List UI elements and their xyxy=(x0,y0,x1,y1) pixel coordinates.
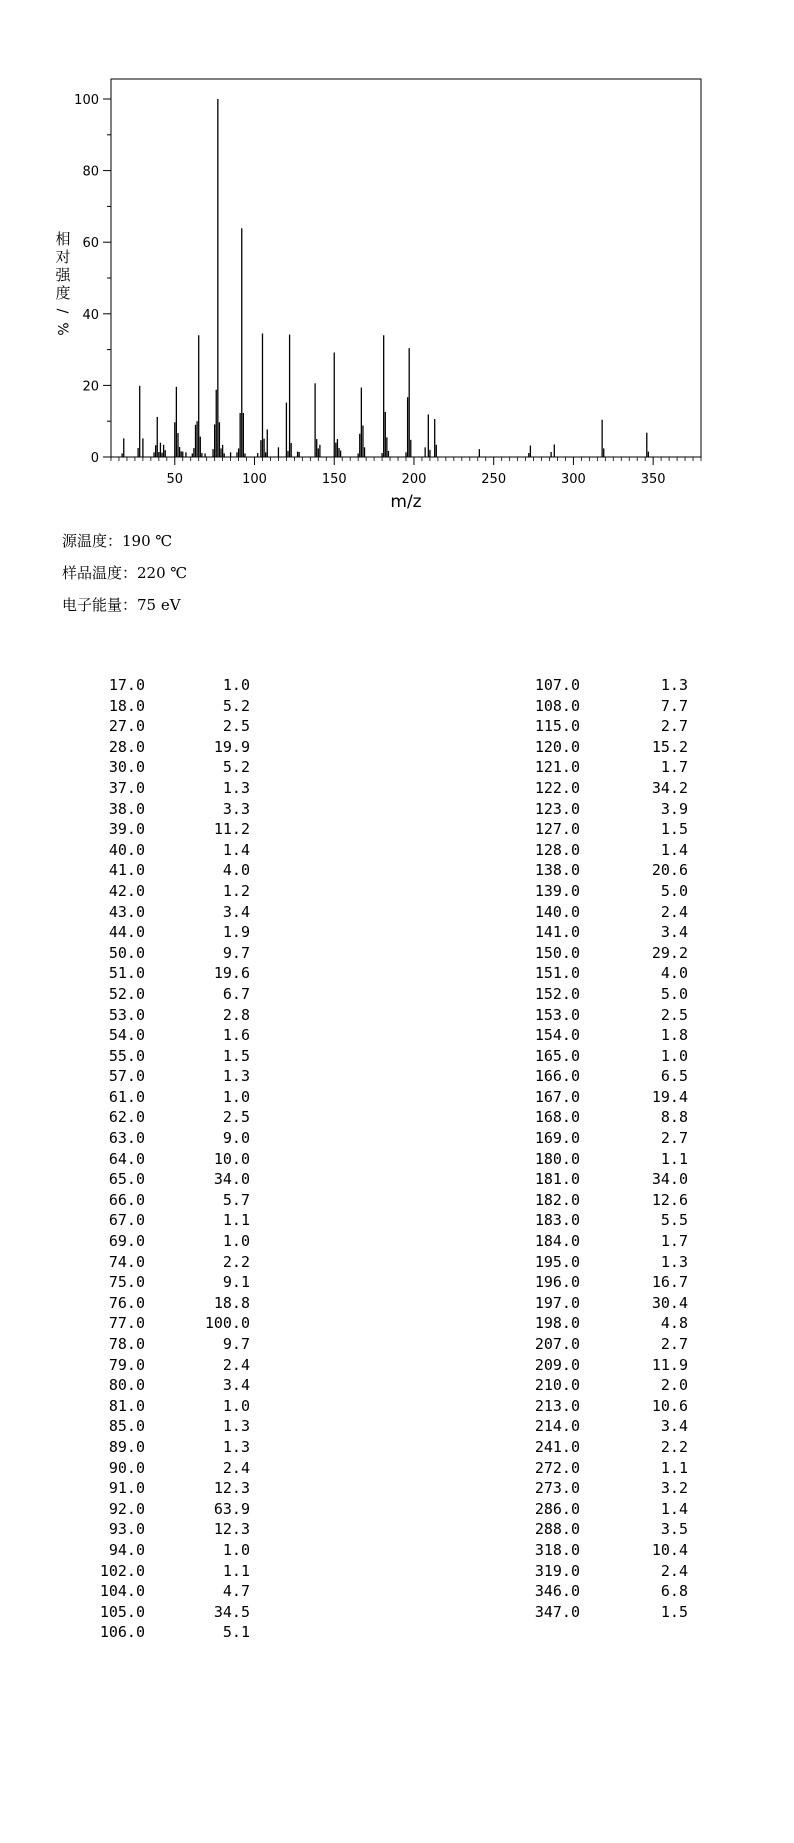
x-axis-ticks xyxy=(167,457,666,487)
peak-mz: 123.0 xyxy=(534,799,580,818)
peak-row xyxy=(0,1376,688,1397)
peak-abundance: 1.0 xyxy=(222,1087,250,1106)
peak-abundance: 5.0 xyxy=(660,881,688,900)
peak-row xyxy=(0,1520,688,1541)
peak-mz: 347.0 xyxy=(534,1602,580,1621)
sample-temperature: 样品温度：220 ℃ xyxy=(62,564,188,582)
peak-abundance: 2.4 xyxy=(660,902,688,921)
peak-mz: 62.0 xyxy=(108,1108,145,1127)
peak-mz: 69.0 xyxy=(108,1232,145,1251)
peak-row xyxy=(0,758,688,779)
peak-abundance: 4.0 xyxy=(660,964,688,983)
peak-row xyxy=(0,1417,688,1438)
peak-abundance: 1.6 xyxy=(222,1026,250,1045)
peak-mz: 102.0 xyxy=(99,1561,145,1580)
peak-abundance: 10.4 xyxy=(651,1540,688,1559)
peak-abundance: 1.3 xyxy=(660,676,688,694)
peak-mz: 138.0 xyxy=(534,861,580,880)
peak-abundance: 1.0 xyxy=(222,1232,250,1251)
peak-mz: 319.0 xyxy=(534,1561,580,1580)
peak-row xyxy=(0,717,688,738)
peak-row xyxy=(0,1335,688,1356)
peak-row xyxy=(0,1438,688,1459)
peak-row xyxy=(0,903,688,924)
peak-abundance: 3.2 xyxy=(660,1479,688,1498)
peak-abundance: 9.7 xyxy=(222,1335,250,1353)
peak-abundance: 5.7 xyxy=(222,1190,250,1209)
y-axis-ticks xyxy=(74,93,111,466)
peak-abundance: 10.0 xyxy=(213,1149,250,1168)
peak-abundance: 2.5 xyxy=(222,717,250,736)
y-axis-label-char: 度 xyxy=(55,284,71,302)
peak-row xyxy=(0,1232,688,1253)
peak-mz: 17.0 xyxy=(108,676,145,694)
y-tick-label: 100 xyxy=(74,93,99,108)
peak-abundance: 1.0 xyxy=(222,1540,250,1559)
peak-abundance: 6.8 xyxy=(660,1582,688,1601)
peak-abundance: 4.7 xyxy=(222,1582,250,1601)
peak-abundance: 11.9 xyxy=(651,1355,688,1374)
peak-mz: 94.0 xyxy=(108,1540,145,1559)
peak-abundance: 1.4 xyxy=(660,1499,688,1518)
peak-abundance: 3.4 xyxy=(660,923,688,942)
peak-row xyxy=(0,1108,688,1129)
peak-mz: 195.0 xyxy=(534,1252,580,1271)
peak-mz: 81.0 xyxy=(108,1396,145,1415)
y-tick-label: 60 xyxy=(82,236,99,252)
peak-abundance: 3.9 xyxy=(660,799,688,818)
peak-abundance: 16.7 xyxy=(651,1273,688,1292)
peak-row xyxy=(0,861,688,882)
peak-abundance: 3.4 xyxy=(222,1376,250,1395)
peak-row xyxy=(0,1067,688,1088)
peak-abundance: 1.4 xyxy=(660,840,688,859)
peak-mz: 128.0 xyxy=(534,840,580,859)
peak-abundance: 63.9 xyxy=(213,1499,250,1518)
peak-row xyxy=(0,1314,688,1335)
y-tick-label: 0 xyxy=(90,451,99,466)
peak-abundance: 5.0 xyxy=(660,984,688,1003)
peak-abundance: 2.4 xyxy=(222,1458,250,1477)
peak-abundance: 5.1 xyxy=(222,1623,250,1642)
peak-abundance: 8.8 xyxy=(660,1108,688,1127)
peak-mz: 127.0 xyxy=(534,820,580,839)
peak-mz: 54.0 xyxy=(108,1026,145,1045)
x-tick-label: 150 xyxy=(321,472,347,487)
peak-abundance: 1.3 xyxy=(222,778,250,797)
y-tick-label: 80 xyxy=(82,164,99,180)
peak-abundance: 9.1 xyxy=(222,1273,250,1292)
peak-mz: 61.0 xyxy=(108,1087,145,1106)
peak-mz: 213.0 xyxy=(534,1396,580,1415)
peak-abundance: 2.0 xyxy=(660,1376,688,1395)
peak-mz: 209.0 xyxy=(534,1355,580,1374)
plot-frame xyxy=(111,79,701,457)
peak-mz: 38.0 xyxy=(108,799,145,818)
peak-mz: 44.0 xyxy=(108,923,145,942)
peak-mz: 74.0 xyxy=(108,1252,145,1271)
peak-mz: 27.0 xyxy=(108,717,145,736)
peak-row xyxy=(0,1459,688,1480)
peak-mz: 43.0 xyxy=(108,902,145,921)
peak-mz: 139.0 xyxy=(534,881,580,900)
peak-abundance: 12.3 xyxy=(213,1520,250,1539)
spectrum-peaks xyxy=(122,99,648,457)
peak-mz: 53.0 xyxy=(108,1005,145,1024)
peak-row xyxy=(0,1026,688,1047)
y-tick-label: 20 xyxy=(82,379,99,395)
peak-row xyxy=(0,1500,688,1521)
peak-row xyxy=(0,738,688,759)
peak-mz: 286.0 xyxy=(534,1499,580,1518)
peak-abundance: 6.5 xyxy=(660,1067,688,1086)
peak-row xyxy=(0,1211,688,1232)
peak-abundance: 7.7 xyxy=(660,696,688,715)
peak-mz: 51.0 xyxy=(108,964,145,983)
peak-abundance: 11.2 xyxy=(213,820,250,839)
peak-mz: 197.0 xyxy=(534,1293,580,1312)
peak-row xyxy=(0,923,688,944)
peak-abundance: 9.7 xyxy=(222,943,250,962)
peak-mz: 52.0 xyxy=(108,984,145,1003)
peak-row xyxy=(0,1294,688,1315)
peak-mz: 122.0 xyxy=(534,778,580,797)
peak-mz: 346.0 xyxy=(534,1582,580,1601)
peak-row xyxy=(0,1356,688,1377)
peak-row xyxy=(0,1191,688,1212)
peak-abundance: 2.7 xyxy=(660,717,688,736)
peak-mz: 77.0 xyxy=(108,1314,145,1333)
peak-mz: 121.0 xyxy=(534,758,580,777)
peak-abundance: 1.3 xyxy=(222,1067,250,1086)
peak-row xyxy=(0,841,688,862)
peak-abundance: 34.0 xyxy=(213,1170,250,1189)
peak-mz: 166.0 xyxy=(534,1067,580,1086)
peak-mz: 89.0 xyxy=(108,1437,145,1456)
peak-mz: 196.0 xyxy=(534,1273,580,1292)
peak-mz: 67.0 xyxy=(108,1211,145,1230)
peak-mz: 115.0 xyxy=(534,717,580,736)
peak-abundance: 1.5 xyxy=(222,1046,250,1065)
peak-abundance: 1.5 xyxy=(660,1602,688,1621)
x-tick-label: 350 xyxy=(640,472,666,487)
peak-mz: 80.0 xyxy=(108,1376,145,1395)
peak-mz: 76.0 xyxy=(108,1293,145,1312)
peak-mz: 318.0 xyxy=(534,1540,580,1559)
peak-mz: 181.0 xyxy=(534,1170,580,1189)
peak-abundance: 1.0 xyxy=(660,1046,688,1065)
peak-mz: 207.0 xyxy=(534,1335,580,1353)
peak-abundance: 12.6 xyxy=(651,1190,688,1209)
peak-abundance: 4.0 xyxy=(222,861,250,880)
y-axis-label-char: 强 xyxy=(55,266,71,284)
peak-abundance: 1.7 xyxy=(660,1232,688,1251)
y-axis-label-char: % xyxy=(54,322,70,336)
peak-row xyxy=(0,1088,688,1109)
peak-abundance: 5.5 xyxy=(660,1211,688,1230)
peak-abundance: 1.4 xyxy=(222,840,250,859)
peak-abundance: 34.0 xyxy=(651,1170,688,1189)
peak-abundance: 1.3 xyxy=(660,1252,688,1271)
peak-abundance: 6.7 xyxy=(222,984,250,1003)
peak-row xyxy=(0,1479,688,1500)
peak-abundance: 18.8 xyxy=(213,1293,250,1312)
peak-mz: 37.0 xyxy=(108,778,145,797)
peak-abundance: 15.2 xyxy=(651,737,688,756)
source-temperature: 源温度：190 ℃ xyxy=(62,532,173,550)
peak-mz: 273.0 xyxy=(534,1479,580,1498)
peak-mz: 63.0 xyxy=(108,1129,145,1148)
peak-abundance: 1.0 xyxy=(222,1396,250,1415)
peak-row xyxy=(0,1253,688,1274)
peak-abundance: 2.5 xyxy=(660,1005,688,1024)
peak-mz: 18.0 xyxy=(108,696,145,715)
peak-row xyxy=(0,800,688,821)
peak-row xyxy=(0,1150,688,1171)
peak-abundance: 34.5 xyxy=(213,1602,250,1621)
peak-row xyxy=(0,1623,250,1644)
peak-abundance: 19.9 xyxy=(213,737,250,756)
x-tick-label: 100 xyxy=(242,472,267,487)
peak-row xyxy=(0,985,688,1006)
peak-mz: 150.0 xyxy=(534,943,580,962)
peak-mz: 50.0 xyxy=(108,943,145,962)
peak-mz: 64.0 xyxy=(108,1149,145,1168)
peak-abundance: 4.8 xyxy=(660,1314,688,1333)
x-tick-label: 200 xyxy=(401,472,427,487)
peak-mz: 184.0 xyxy=(534,1232,580,1251)
peak-abundance: 1.0 xyxy=(222,676,250,694)
peak-mz: 120.0 xyxy=(534,737,580,756)
peak-row xyxy=(0,1562,688,1583)
electron-energy: 电子能量：75 eV xyxy=(62,596,181,614)
peak-abundance: 30.4 xyxy=(651,1293,688,1312)
peak-abundance: 19.6 xyxy=(213,964,250,983)
peak-abundance: 10.6 xyxy=(651,1396,688,1415)
y-axis-label-char: / xyxy=(54,308,70,314)
peak-mz: 93.0 xyxy=(108,1520,145,1539)
peak-abundance: 9.0 xyxy=(222,1129,250,1148)
peak-row xyxy=(0,1273,688,1294)
peak-mz: 210.0 xyxy=(534,1376,580,1395)
x-tick-label: 50 xyxy=(166,472,184,487)
peak-abundance: 1.9 xyxy=(222,923,250,942)
peak-row xyxy=(0,697,688,718)
mass-spectrum-chart xyxy=(0,0,794,520)
peak-mz: 141.0 xyxy=(534,923,580,942)
peak-abundance: 5.2 xyxy=(222,696,250,715)
peak-abundance: 1.5 xyxy=(660,820,688,839)
peak-mz: 168.0 xyxy=(534,1108,580,1127)
peak-row xyxy=(0,1129,688,1150)
peak-abundance: 12.3 xyxy=(213,1479,250,1498)
peak-mz: 140.0 xyxy=(534,902,580,921)
peak-row xyxy=(0,676,688,697)
peak-abundance: 1.3 xyxy=(222,1437,250,1456)
peak-abundance: 1.7 xyxy=(660,758,688,777)
peak-abundance: 2.2 xyxy=(222,1252,250,1271)
peak-mz: 180.0 xyxy=(534,1149,580,1168)
peak-row xyxy=(0,1541,688,1562)
y-axis-label-char: 对 xyxy=(55,248,71,266)
peak-mz: 65.0 xyxy=(108,1170,145,1189)
peak-mz: 92.0 xyxy=(108,1499,145,1518)
peak-abundance: 2.7 xyxy=(660,1129,688,1148)
peak-abundance: 3.3 xyxy=(222,799,250,818)
peak-mz: 165.0 xyxy=(534,1046,580,1065)
peak-abundance: 1.3 xyxy=(222,1417,250,1436)
peak-mz: 108.0 xyxy=(534,696,580,715)
peak-mz: 107.0 xyxy=(534,676,580,694)
peak-mz: 151.0 xyxy=(534,964,580,983)
peak-mz: 154.0 xyxy=(534,1026,580,1045)
peak-row xyxy=(0,1582,688,1603)
peak-abundance: 20.6 xyxy=(651,861,688,880)
x-axis-label: m/z xyxy=(390,492,422,512)
peak-mz: 183.0 xyxy=(534,1211,580,1230)
y-axis-label-char: 相 xyxy=(55,230,71,248)
x-tick-label: 300 xyxy=(561,472,586,487)
peak-row xyxy=(0,882,688,903)
peak-mz: 152.0 xyxy=(534,984,580,1003)
peak-table-right xyxy=(0,676,688,1623)
peak-mz: 78.0 xyxy=(108,1335,145,1353)
peak-mz: 288.0 xyxy=(534,1520,580,1539)
peak-mz: 55.0 xyxy=(108,1046,145,1065)
peak-mz: 241.0 xyxy=(534,1437,580,1456)
peak-abundance: 3.4 xyxy=(660,1417,688,1436)
peak-mz: 182.0 xyxy=(534,1190,580,1209)
peak-mz: 42.0 xyxy=(108,881,145,900)
peak-mz: 272.0 xyxy=(534,1458,580,1477)
peak-row xyxy=(0,1047,688,1068)
peak-mz: 153.0 xyxy=(534,1005,580,1024)
peak-abundance: 2.4 xyxy=(222,1355,250,1374)
x-tick-label: 250 xyxy=(481,472,507,487)
peak-mz: 79.0 xyxy=(108,1355,145,1374)
peak-mz: 169.0 xyxy=(534,1129,580,1148)
peak-mz: 104.0 xyxy=(99,1582,145,1601)
peak-abundance: 29.2 xyxy=(651,943,688,962)
peak-row xyxy=(0,1006,688,1027)
peak-abundance: 19.4 xyxy=(651,1087,688,1106)
peak-mz: 75.0 xyxy=(108,1273,145,1292)
peak-abundance: 3.4 xyxy=(222,902,250,921)
peak-row xyxy=(0,964,688,985)
peak-abundance: 34.2 xyxy=(651,778,688,797)
peak-abundance: 3.5 xyxy=(660,1520,688,1539)
peak-mz: 41.0 xyxy=(108,861,145,880)
y-tick-label: 40 xyxy=(82,307,99,323)
peak-mz: 39.0 xyxy=(108,820,145,839)
peak-abundance: 5.2 xyxy=(222,758,250,777)
peak-abundance: 100.0 xyxy=(204,1314,250,1333)
peak-mz: 57.0 xyxy=(108,1067,145,1086)
peak-mz: 214.0 xyxy=(534,1417,580,1436)
peak-mz: 40.0 xyxy=(108,840,145,859)
peak-row xyxy=(0,820,688,841)
peak-mz: 30.0 xyxy=(108,758,145,777)
peak-abundance: 1.1 xyxy=(222,1561,250,1580)
peak-row xyxy=(0,1397,688,1418)
peak-mz: 167.0 xyxy=(534,1087,580,1106)
peak-row xyxy=(0,944,688,965)
peak-row xyxy=(0,779,688,800)
peak-abundance: 1.2 xyxy=(222,881,250,900)
peak-mz: 91.0 xyxy=(108,1479,145,1498)
peak-mz: 105.0 xyxy=(99,1602,145,1621)
peak-row xyxy=(0,1170,688,1191)
peak-abundance: 2.2 xyxy=(660,1437,688,1456)
x-minor-ticks xyxy=(111,457,701,461)
peak-mz: 198.0 xyxy=(534,1314,580,1333)
peak-mz: 106.0 xyxy=(99,1623,145,1642)
peak-abundance: 2.8 xyxy=(222,1005,250,1024)
peak-abundance: 1.1 xyxy=(660,1458,688,1477)
peak-abundance: 2.5 xyxy=(222,1108,250,1127)
peak-abundance: 2.7 xyxy=(660,1335,688,1353)
peak-mz: 85.0 xyxy=(108,1417,145,1436)
peak-abundance: 1.8 xyxy=(660,1026,688,1045)
peak-mz: 90.0 xyxy=(108,1458,145,1477)
peak-abundance: 1.1 xyxy=(660,1149,688,1168)
peak-abundance: 2.4 xyxy=(660,1561,688,1580)
peak-mz: 66.0 xyxy=(108,1190,145,1209)
peak-mz: 28.0 xyxy=(108,737,145,756)
y-axis-label xyxy=(54,230,71,336)
peak-abundance: 1.1 xyxy=(222,1211,250,1230)
peak-row xyxy=(0,1603,688,1624)
